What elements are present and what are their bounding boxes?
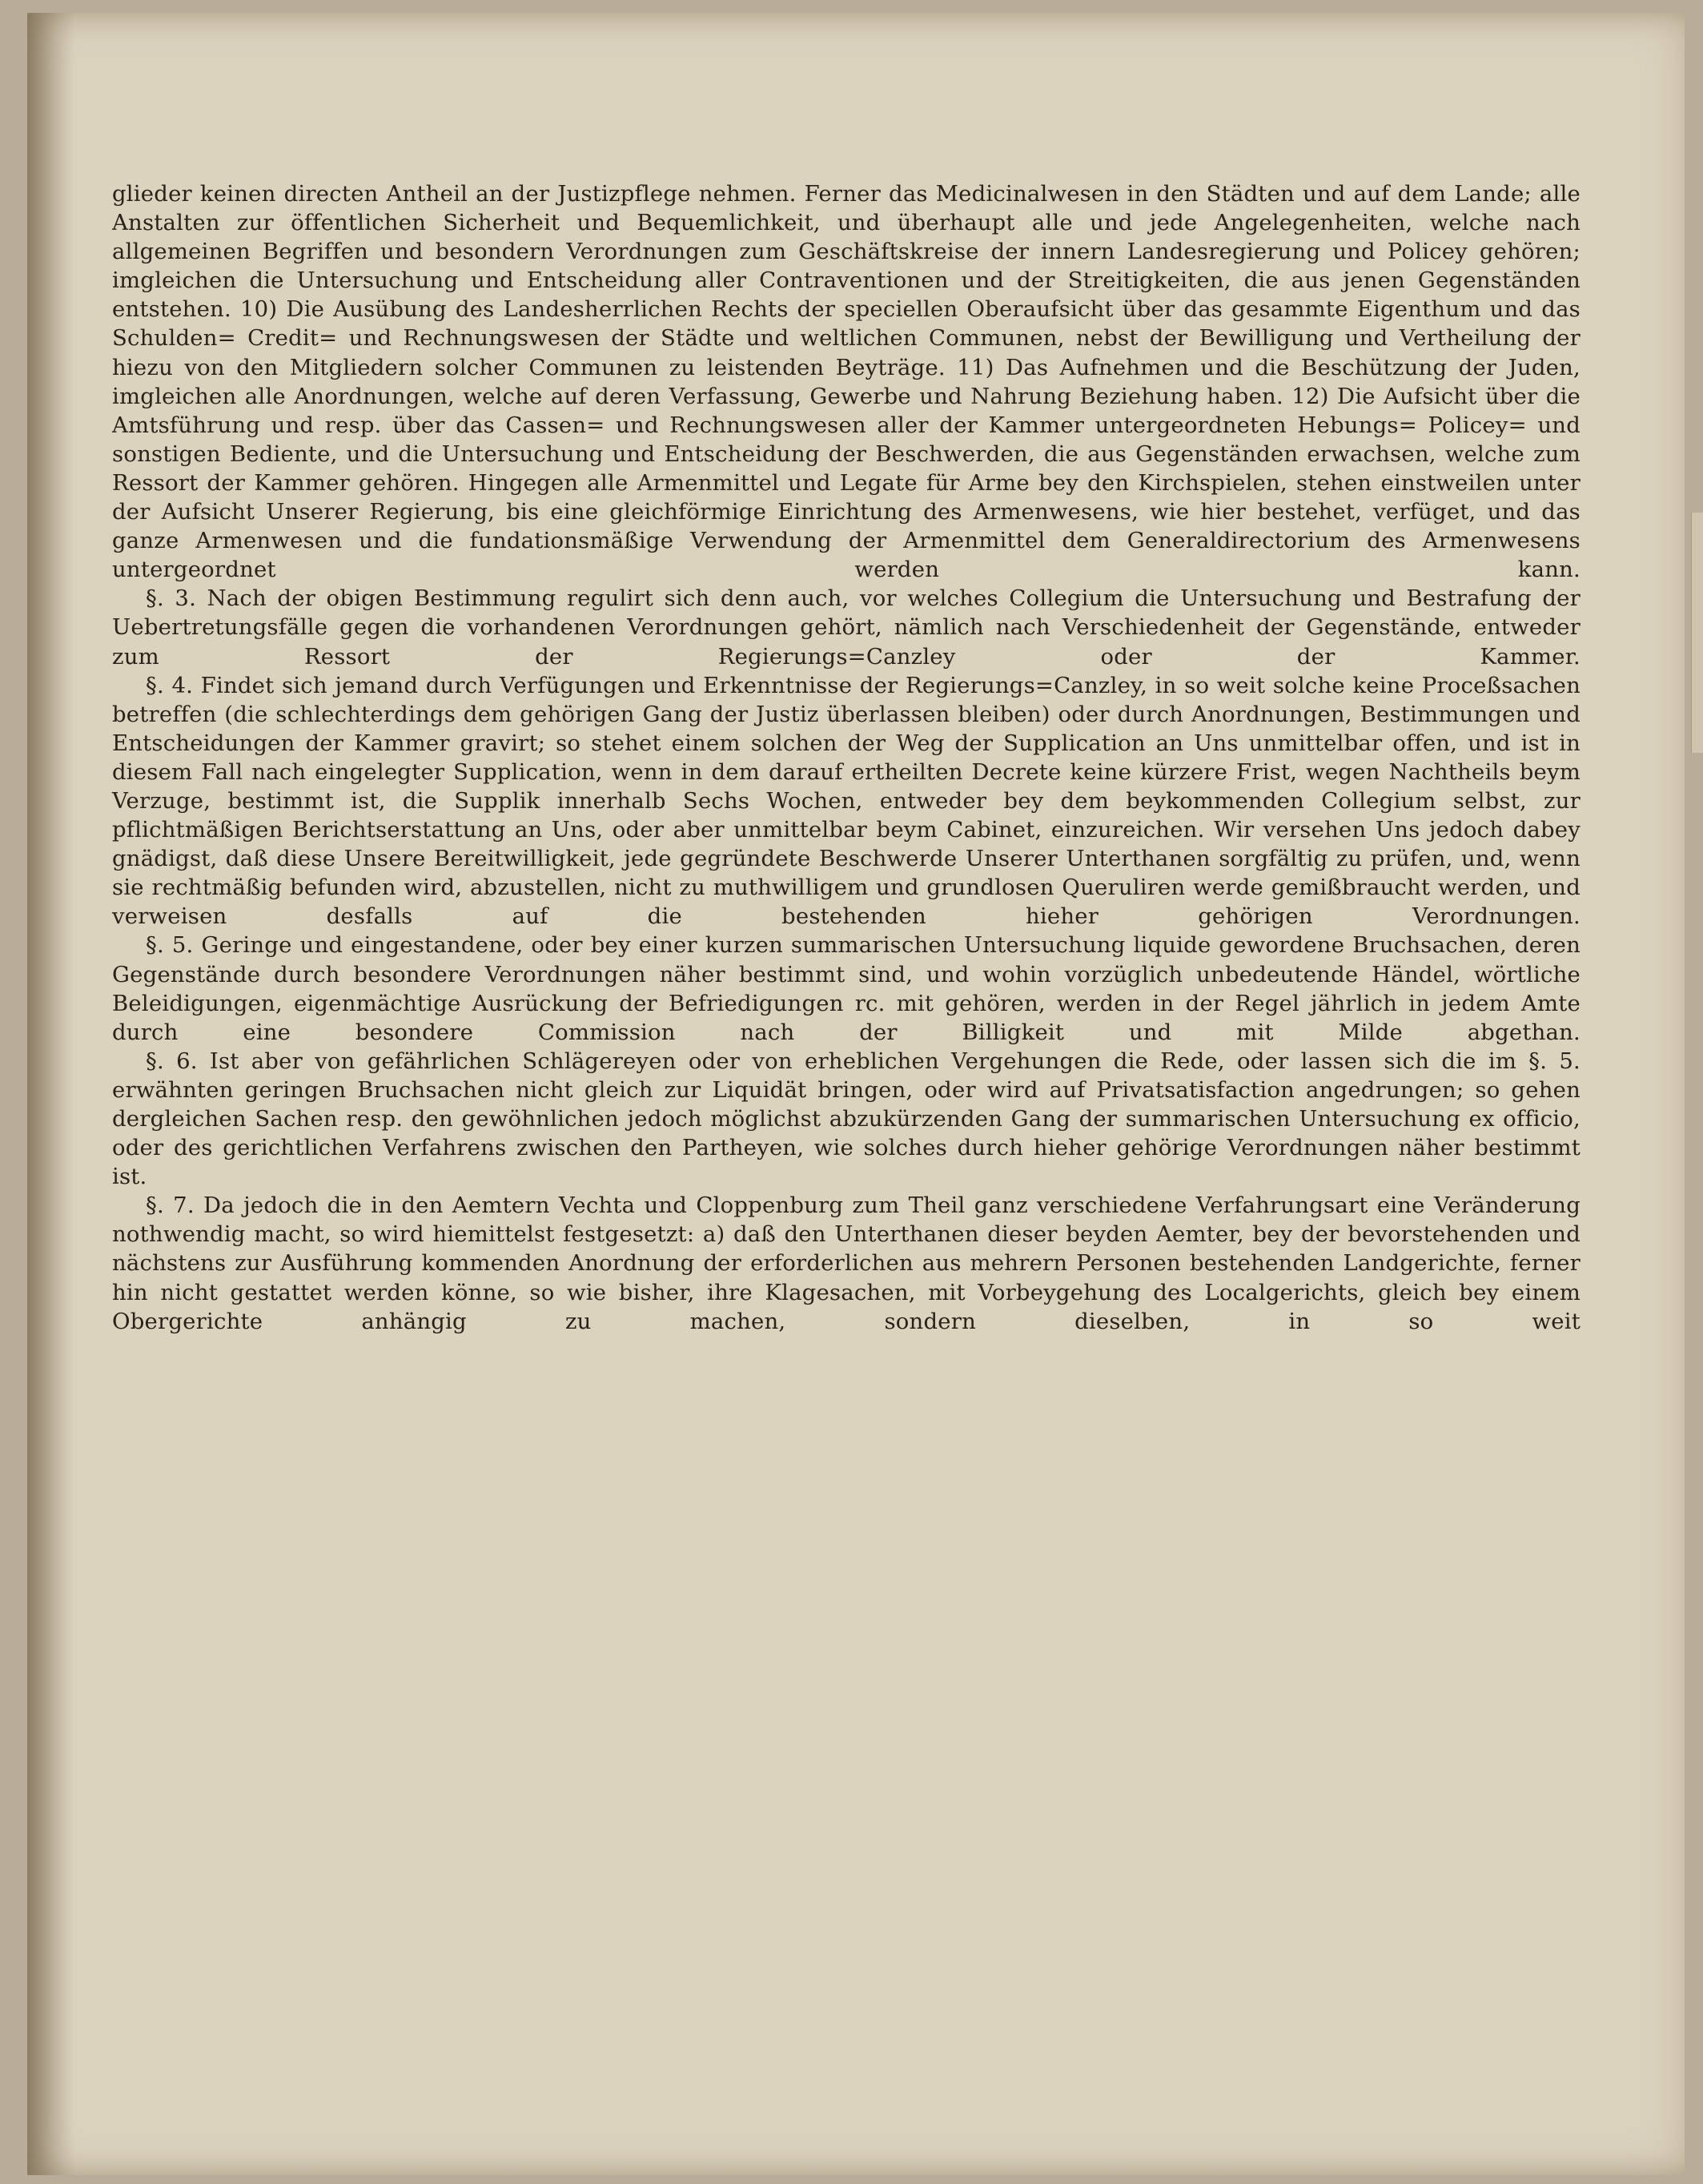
paragraph-section-4: §. 4. Findet sich jemand durch Verfügungen und Erkenntnisse der Regierungs=Canzley, in so weit solche keine Proceßsachen betreffen (die schlechterdings dem gehörigen Gang der Justiz überlassen bleiben) oder durch Anordnungen, Bestimmungen und Entscheidungen der Kammer gravirt; so stehet einem solchen der Weg der Supplication an Uns unmittelbar offen, und ist in diesem Fall nach eingelegter Supplication, wenn in dem darauf ertheilten Decrete keine kürzere Frist, wegen Nachtheils beym Verzuge, bestimmt ist, die Supplik innerhalb Sechs Wochen, entweder bey dem beykommenden Collegium selbst, zur pflichtmäßigen Berichtserstattung an Uns, oder aber unmittelbar beym Cabinet, einzureichen. Wir versehen Uns jedoch dabey gnädigst, daß diese Unsere Bereitwilligkeit, jede gegründete Beschwerde Unserer Unterthanen sorgfältig zu prüfen, und, wenn sie rechtmäßig befunden wird, abzustellen, nicht zu muthwilligem und grundlosen Queruliren werde gemißbraucht werden, und verweisen desfalls auf die bestehenden hieher gehörigen Verordnungen. <box>112 672 1580 930</box>
body-text <box>112 179 1580 1336</box>
paragraph-section-5: §. 5. Geringe und eingestandene, oder bey einer kurzen summarischen Untersuchung liquide gewordene Bruchsachen, deren Gegenstände durch besondere Verordnungen näher bestimmt sind, und wohin vorzüglich unbedeutende Händel, wörtliche Beleidigungen, eigenmächtige Ausrückung der Befriedigungen rc. mit gehören, werden in der Regel jährlich in jedem Amte durch eine besondere Commission nach der Billigkeit und mit Milde abgethan. <box>112 932 1580 1045</box>
paragraph-section-6: §. 6. Ist aber von gefährlichen Schlägereyen oder von erheblichen Vergehungen die Rede, oder lassen sich die im §. 5. erwähnten geringen Bruchsachen nicht gleich zur Liquidät bringen, oder wird auf Privatsatisfaction angedrungen; so gehen dergleichen Sachen resp. den gewöhnlichen jedoch möglichst abzukürzenden Gang der summarischen Untersuchung ex officio, oder des gerichtlichen Verfahrens zwischen den Partheyen, wie solches durch hieher gehörige Verordnungen näher bestimmt ist. <box>112 1048 1580 1190</box>
paragraph-section-3: §. 3. Nach der obigen Bestimmung regulirt sich denn auch, vor welches Collegium die Untersuchung und Bestrafung der Uebertretungsfälle gegen die vorhandenen Verordnungen gehört, nämlich nach Verschiedenheit der Gegenstände, entweder zum Ressort der Regierungs=Canzley oder der Kammer. <box>112 585 1580 670</box>
paragraph-continuation: glieder keinen directen Antheil an der Justizpflege nehmen. Ferner das Medicinalwesen in den Städten und auf dem Lande; alle Anstalten zur öffentlichen Sicherheit und Bequemlichkeit, und überhaupt alle und jede Angelegenheiten, welche nach allgemeinen Begriffen und besondern Verordnungen zum Geschäftskreise der innern Landesregierung und Policey gehören; imgleichen die Untersuchung und Entscheidung aller Contraventionen und der Streitigkeiten, die aus jenen Gegenständen entstehen. 10) Die Ausübung des Landesherrlichen Rechts der speciellen Oberaufsicht über das gesammte Eigenthum und das Schulden= Credit= und Rechnungswesen der Städte und weltlichen Communen, nebst der Bewilligung und Vertheilung der hiezu von den Mitgliedern solcher Communen zu leistenden Beyträge. 11) Das Aufnehmen und die Beschützung der Juden, imgleichen alle Anordnungen, welche auf deren Verfassung, Gewerbe und Nahrung Beziehung haben. 12) Die Aufsicht über die Amtsführung und resp. über das Cassen= und Rechnungswesen aller der Kammer untergeordneten Hebungs= Policey= und sonstigen Bediente, und die Untersuchung und Entscheidung der Beschwerden, die aus Gegenständen erwachsen, welche zum Ressort der Kammer gehören. Hingegen alle Armenmittel und Legate für Arme bey den Kirchspielen, stehen einstweilen unter der Aufsicht Unserer Regierung, bis eine gleichförmige Einrichtung des Armenwesens, wie hier bestehet, verfüget, und das ganze Armenwesen und die fundationsmäßige Verwendung der Armenmittel dem Generaldirectorium des Armenwesens untergeordnet werden kann. <box>112 181 1580 583</box>
binding-gutter-shadow <box>27 13 75 2175</box>
paragraph-section-7: §. 7. Da jedoch die in den Aemtern Vechta und Cloppenburg zum Theil ganz verschiedene Verfahrungsart eine Veränderung nothwendig macht, so wird hiemittelst festgesetzt: a) daß den Unterthanen dieser beyden Aemter, bey der bevorstehenden und nächstens zur Ausführung kommenden Anordnung der erforderlichen aus mehrern Personen bestehenden Landgerichte, ferner hin nicht gestattet werden könne, so wie bisher, ihre Klagesachen, mit Vorbeygehung des Localgerichts, gleich bey einem Obergerichte anhängig zu machen, sondern dieselben, in so weit <box>112 1193 1580 1334</box>
page-edge-tab <box>1691 513 1703 753</box>
